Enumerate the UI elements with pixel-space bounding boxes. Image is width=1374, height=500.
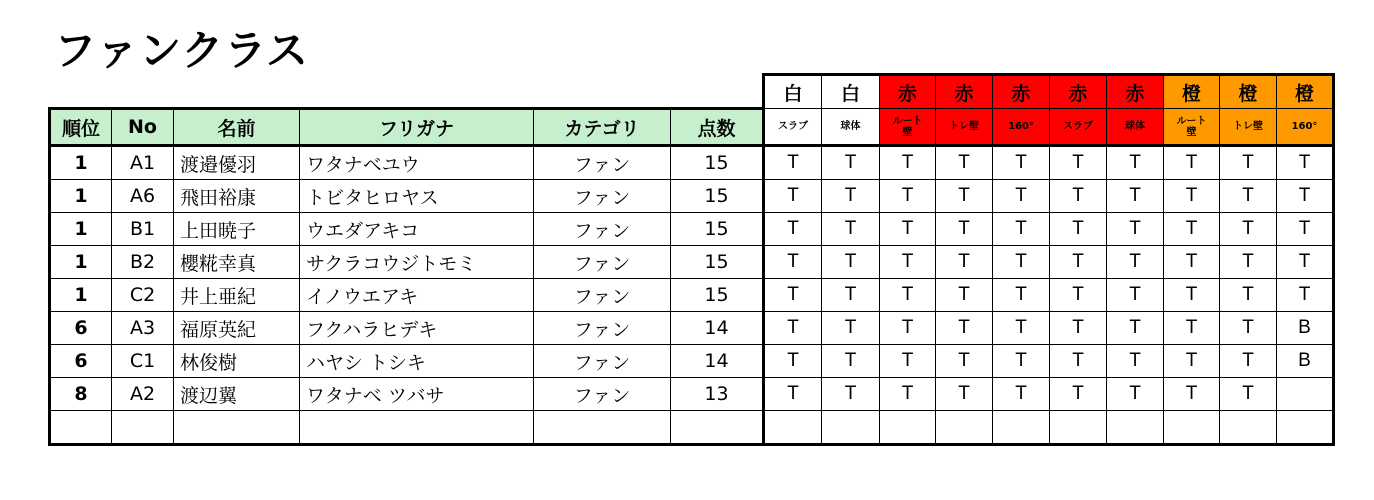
score-cell: 15 (671, 213, 764, 246)
table-row (50, 378, 1334, 411)
page-title: ファンクラス (54, 26, 310, 75)
route-type-label (1220, 109, 1277, 146)
result-cell (764, 411, 822, 445)
kana-cell: サクラコウジトモミ (300, 246, 534, 279)
result-cell: T (822, 378, 880, 411)
result-cell: T (1107, 279, 1164, 312)
table-row (50, 213, 1334, 246)
rank-cell: 6 (50, 345, 112, 378)
rank-cell: 1 (50, 180, 112, 213)
result-cell: T (764, 279, 822, 312)
result-cell: T (1164, 246, 1220, 279)
results-table (48, 73, 1335, 446)
category-cell: ファン (534, 213, 671, 246)
result-cell: T (1164, 279, 1220, 312)
result-cell: T (1220, 180, 1277, 213)
result-cell: T (1220, 378, 1277, 411)
column-header-category: カテゴリ (534, 109, 671, 146)
result-cell: T (993, 279, 1050, 312)
result-cell: T (1164, 146, 1220, 180)
kana-cell: ワタナベ ツバサ (300, 378, 534, 411)
category-cell: ファン (534, 378, 671, 411)
result-cell: T (1164, 180, 1220, 213)
result-cell (1277, 411, 1334, 445)
route-type-label (1164, 109, 1220, 146)
route-color-label: 赤 (993, 75, 1050, 109)
route-group-row (50, 75, 1334, 109)
result-cell: T (1107, 345, 1164, 378)
kana-cell: ワタナベユウ (300, 146, 534, 180)
rank-cell (50, 411, 112, 445)
name-cell: 林俊樹 (174, 345, 300, 378)
table-row (50, 246, 1334, 279)
result-cell: T (1107, 246, 1164, 279)
result-cell (1107, 411, 1164, 445)
result-cell: T (1050, 312, 1107, 345)
result-cell: T (1277, 246, 1334, 279)
table-row (50, 279, 1334, 312)
result-cell (822, 411, 880, 445)
result-cell: T (1220, 312, 1277, 345)
result-cell: T (764, 345, 822, 378)
route-color-label: 赤 (1107, 75, 1164, 109)
result-cell: T (880, 246, 936, 279)
result-cell: T (822, 345, 880, 378)
route-color-label: 赤 (936, 75, 993, 109)
result-cell: T (1220, 146, 1277, 180)
result-cell: T (1107, 213, 1164, 246)
result-cell: T (1164, 312, 1220, 345)
score-cell: 15 (671, 279, 764, 312)
result-cell: T (1277, 180, 1334, 213)
result-cell: T (822, 312, 880, 345)
number-cell: A1 (112, 146, 174, 180)
number-cell (112, 411, 174, 445)
result-cell: T (936, 378, 993, 411)
score-cell: 15 (671, 246, 764, 279)
result-cell: T (880, 312, 936, 345)
route-type-label (936, 109, 993, 146)
name-cell (174, 411, 300, 445)
result-cell: T (1107, 378, 1164, 411)
result-cell (1050, 411, 1107, 445)
route-type-label (1277, 109, 1334, 146)
result-cell: T (1277, 213, 1334, 246)
result-cell: T (936, 345, 993, 378)
result-cell (1277, 378, 1334, 411)
result-cell: T (1050, 246, 1107, 279)
route-type-text: 球体 (1125, 121, 1145, 132)
result-cell: T (1164, 378, 1220, 411)
result-cell: T (993, 378, 1050, 411)
name-cell: 渡辺翼 (174, 378, 300, 411)
result-cell: B (1277, 345, 1334, 378)
route-type-text: スラブ (778, 121, 808, 132)
category-cell: ファン (534, 279, 671, 312)
result-cell: T (936, 146, 993, 180)
route-type-text: トレ壁 (1233, 121, 1263, 132)
result-cell: T (1050, 345, 1107, 378)
column-header-score: 点数 (671, 109, 764, 146)
route-type-label (822, 109, 880, 146)
result-cell (1164, 411, 1220, 445)
number-cell: A3 (112, 312, 174, 345)
route-type-label (1107, 109, 1164, 146)
table-row (50, 180, 1334, 213)
route-type-label (764, 109, 822, 146)
result-cell: T (1220, 213, 1277, 246)
column-header-rank: 順位 (50, 109, 112, 146)
kana-cell: ハヤシ トシキ (300, 345, 534, 378)
table-row (50, 411, 1334, 445)
result-cell: T (1220, 246, 1277, 279)
result-cell: T (1220, 345, 1277, 378)
result-cell: T (822, 213, 880, 246)
score-cell: 15 (671, 180, 764, 213)
result-cell: T (764, 213, 822, 246)
result-cell: T (1107, 146, 1164, 180)
result-cell: T (1277, 279, 1334, 312)
table-row (50, 345, 1334, 378)
header-spacer (50, 75, 764, 109)
name-cell: 櫻糀幸真 (174, 246, 300, 279)
result-cell: T (1050, 378, 1107, 411)
route-type-label (1050, 109, 1107, 146)
column-header-name: 名前 (174, 109, 300, 146)
table-row (50, 146, 1334, 180)
route-color-label: 橙 (1220, 75, 1277, 109)
result-cell: T (993, 312, 1050, 345)
result-cell: T (880, 279, 936, 312)
route-type-text: トレ壁 (949, 121, 979, 132)
score-cell: 15 (671, 146, 764, 180)
rank-cell: 1 (50, 246, 112, 279)
result-cell: T (764, 146, 822, 180)
number-cell: C1 (112, 345, 174, 378)
number-cell: B1 (112, 213, 174, 246)
result-cell: T (1164, 213, 1220, 246)
category-cell: ファン (534, 345, 671, 378)
result-cell: T (993, 146, 1050, 180)
kana-cell (300, 411, 534, 445)
rank-cell: 1 (50, 213, 112, 246)
kana-cell: ウエダアキコ (300, 213, 534, 246)
route-type-text: 160° (1008, 121, 1034, 132)
result-cell: T (993, 180, 1050, 213)
number-cell: C2 (112, 279, 174, 312)
result-cell: T (936, 279, 993, 312)
category-cell: ファン (534, 246, 671, 279)
name-cell: 井上亜紀 (174, 279, 300, 312)
result-cell: T (1107, 312, 1164, 345)
result-cell: T (822, 180, 880, 213)
name-cell: 飛田裕康 (174, 180, 300, 213)
result-cell: T (936, 213, 993, 246)
category-cell (534, 411, 671, 445)
category-cell: ファン (534, 180, 671, 213)
name-cell: 上田暁子 (174, 213, 300, 246)
result-cell: T (1107, 180, 1164, 213)
route-type-label (993, 109, 1050, 146)
route-type-text: 160° (1291, 121, 1318, 132)
table-row (50, 312, 1334, 345)
result-cell: T (880, 213, 936, 246)
result-cell (1220, 411, 1277, 445)
route-color-label: 赤 (880, 75, 936, 109)
rank-cell: 8 (50, 378, 112, 411)
number-cell: A2 (112, 378, 174, 411)
result-cell: T (936, 246, 993, 279)
route-type-label (880, 109, 936, 146)
result-cell: T (764, 180, 822, 213)
route-color-label: 橙 (1164, 75, 1220, 109)
kana-cell: トビタヒロヤス (300, 180, 534, 213)
result-cell: B (1277, 312, 1334, 345)
table-body (50, 75, 1334, 445)
result-cell: T (993, 345, 1050, 378)
name-cell: 渡邉優羽 (174, 146, 300, 180)
result-cell: T (1220, 279, 1277, 312)
result-cell: T (880, 180, 936, 213)
result-cell (936, 411, 993, 445)
score-cell: 14 (671, 345, 764, 378)
result-cell: T (936, 312, 993, 345)
result-cell: T (936, 180, 993, 213)
rank-cell: 1 (50, 146, 112, 180)
result-cell: T (1050, 213, 1107, 246)
result-cell: T (1050, 180, 1107, 213)
rank-cell: 6 (50, 312, 112, 345)
column-header-row (50, 109, 1334, 146)
score-cell: 14 (671, 312, 764, 345)
rank-cell: 1 (50, 279, 112, 312)
result-cell: T (1050, 146, 1107, 180)
result-cell: T (822, 146, 880, 180)
result-cell: T (764, 312, 822, 345)
result-cell: T (1277, 146, 1334, 180)
route-color-label: 橙 (1277, 75, 1334, 109)
category-cell: ファン (534, 146, 671, 180)
score-cell (671, 411, 764, 445)
result-cell: T (1050, 279, 1107, 312)
route-color-label: 赤 (1050, 75, 1107, 109)
route-type-text: 球体 (840, 121, 861, 132)
route-type-text: ルート 壁 (1176, 115, 1207, 138)
route-color-label: 白 (822, 75, 880, 109)
result-cell: T (822, 246, 880, 279)
result-cell: T (993, 213, 1050, 246)
score-cell: 13 (671, 378, 764, 411)
name-cell: 福原英紀 (174, 312, 300, 345)
result-cell: T (880, 146, 936, 180)
route-type-text: ルート 壁 (892, 115, 923, 138)
result-cell (880, 411, 936, 445)
result-cell (993, 411, 1050, 445)
result-cell: T (880, 378, 936, 411)
number-cell: A6 (112, 180, 174, 213)
kana-cell: フクハラヒデキ (300, 312, 534, 345)
result-cell: T (764, 246, 822, 279)
result-cell: T (764, 378, 822, 411)
category-cell: ファン (534, 312, 671, 345)
number-cell: B2 (112, 246, 174, 279)
column-header-no: No (112, 109, 174, 146)
kana-cell: イノウエアキ (300, 279, 534, 312)
result-cell: T (1164, 345, 1220, 378)
route-color-label: 白 (764, 75, 822, 109)
column-header-kana: フリガナ (300, 109, 534, 146)
result-cell: T (822, 279, 880, 312)
result-cell: T (880, 345, 936, 378)
route-type-text: スラブ (1063, 121, 1093, 132)
result-cell: T (993, 246, 1050, 279)
